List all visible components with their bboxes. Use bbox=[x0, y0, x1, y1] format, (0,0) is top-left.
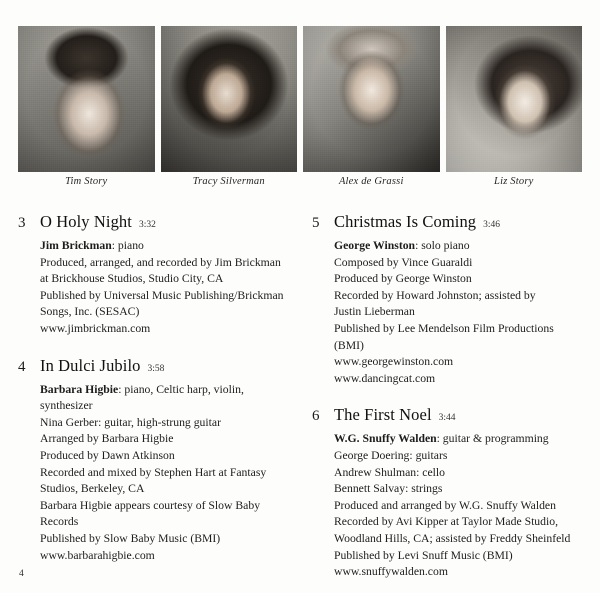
track-number: 6 bbox=[312, 408, 320, 425]
credit-line bbox=[334, 238, 582, 255]
portrait-image bbox=[161, 26, 298, 172]
track-credits bbox=[334, 431, 582, 580]
track-duration: 3:32 bbox=[138, 220, 156, 230]
photo-caption: Tim Story bbox=[65, 176, 108, 187]
track-credits bbox=[40, 382, 288, 565]
artist-photo-alex-de-grassi bbox=[303, 26, 440, 172]
credit-line: Studios, Berkeley, CA bbox=[40, 482, 145, 496]
track-title: Christmas Is Coming bbox=[334, 212, 477, 231]
photo-caption: Liz Story bbox=[494, 176, 534, 187]
credit-performer: W.G. Snuffy Walden bbox=[334, 432, 437, 446]
credit-line: Recorded by Avi Kipper at Taylor Made Studio, bbox=[334, 515, 559, 529]
track-number: 4 bbox=[18, 358, 26, 375]
credit-line: at Brickhouse Studios, Studio City, CA bbox=[40, 272, 224, 286]
track-title: The First Noel bbox=[334, 405, 432, 425]
credit-line: synthesizer bbox=[40, 399, 93, 413]
credit-line: Recorded and mixed by Stephen Hart at Fantasy bbox=[40, 465, 267, 479]
artist-photo-tracy-silverman bbox=[161, 26, 298, 172]
credit-line bbox=[40, 238, 288, 255]
credit-line bbox=[40, 382, 288, 399]
credit-line: Published by Lee Mendelson Film Productions (BMI) bbox=[334, 321, 554, 352]
page-number: 4 bbox=[19, 569, 24, 579]
credit-website[interactable]: www.dancingcat.com bbox=[334, 371, 436, 385]
credit-line: Barbara Higbie appears courtesy of Slow Baby Records bbox=[40, 498, 261, 529]
credit-performer: George Winston bbox=[334, 239, 416, 252]
credit-line: Recorded by Howard Johnston; assisted by bbox=[334, 288, 536, 302]
track-entry bbox=[312, 212, 582, 387]
credit-line: Justin Lieberman bbox=[334, 305, 415, 319]
track-duration: 3:44 bbox=[438, 413, 456, 424]
credit-line: Bennett Salvay: strings bbox=[334, 482, 443, 496]
credit-website[interactable]: www.georgewinston.com bbox=[334, 355, 454, 369]
track-credits bbox=[334, 238, 582, 387]
track-number: 3 bbox=[18, 215, 26, 231]
credit-line: Produced and arranged by W.G. Snuffy Walden bbox=[334, 498, 556, 512]
portrait-image bbox=[18, 26, 155, 172]
credit-text: : solo piano bbox=[415, 239, 470, 252]
track-title: O Holy Night bbox=[40, 212, 132, 231]
credit-line: Produced by George Winston bbox=[334, 272, 472, 286]
credit-website[interactable]: www.snuffywalden.com bbox=[334, 565, 448, 579]
photo-caption-row bbox=[18, 176, 582, 192]
artist-photo-strip bbox=[18, 26, 582, 172]
track-duration: 3:46 bbox=[483, 220, 501, 230]
credit-line: Composed by Vince Guaraldi bbox=[334, 255, 473, 269]
track-entry bbox=[18, 212, 288, 338]
credit-line: Arranged by Barbara Higbie bbox=[40, 432, 174, 446]
track-column-right bbox=[312, 212, 582, 599]
track-entry bbox=[312, 405, 582, 580]
credit-line: Produced, arranged, and recorded by Jim Brickman bbox=[40, 255, 281, 269]
track-heading bbox=[18, 212, 288, 232]
artist-photo-tim-story bbox=[18, 26, 155, 172]
track-columns bbox=[18, 212, 582, 599]
credit-text: : guitar & programming bbox=[436, 432, 549, 446]
credit-line: Woodland Hills, CA; assisted by Freddy Sheinfeld bbox=[334, 531, 571, 545]
portrait-image bbox=[303, 26, 440, 172]
credit-line: Songs, Inc. (SESAC) bbox=[40, 305, 140, 319]
credit-performer: Jim Brickman bbox=[40, 239, 112, 252]
track-credits bbox=[40, 238, 288, 338]
track-number: 5 bbox=[312, 215, 320, 231]
credit-performer: Barbara Higbie bbox=[40, 382, 119, 396]
track-column-left bbox=[18, 212, 288, 599]
track-heading bbox=[18, 356, 288, 376]
photo-caption: Tracy Silverman bbox=[192, 176, 265, 187]
credit-line: Nina Gerber: guitar, high-strung guitar bbox=[40, 415, 221, 429]
credit-line: Produced by Dawn Atkinson bbox=[40, 448, 175, 462]
portrait-image bbox=[446, 26, 583, 172]
artist-photo-liz-story bbox=[446, 26, 583, 172]
credit-website[interactable]: www.barbarahigbie.com bbox=[40, 548, 155, 562]
credit-line bbox=[334, 431, 582, 448]
track-duration: 3:58 bbox=[147, 363, 165, 374]
credit-line: George Doering: guitars bbox=[334, 448, 448, 462]
track-heading bbox=[312, 405, 582, 425]
track-heading bbox=[312, 212, 582, 232]
track-entry bbox=[18, 356, 288, 565]
credit-text: : piano, Celtic harp, violin, bbox=[118, 382, 244, 396]
credit-line: Published by Levi Snuff Music (BMI) bbox=[334, 548, 513, 562]
credit-line: Published by Slow Baby Music (BMI) bbox=[40, 531, 221, 545]
photo-caption: Alex de Grassi bbox=[338, 176, 404, 187]
credit-website[interactable]: www.jimbrickman.com bbox=[40, 321, 151, 335]
credit-line: Published by Universal Music Publishing/Brickman bbox=[40, 288, 284, 302]
credit-line: Andrew Shulman: cello bbox=[334, 465, 446, 479]
credit-text: : piano bbox=[111, 239, 144, 252]
track-title: In Dulci Jubilo bbox=[40, 355, 141, 375]
